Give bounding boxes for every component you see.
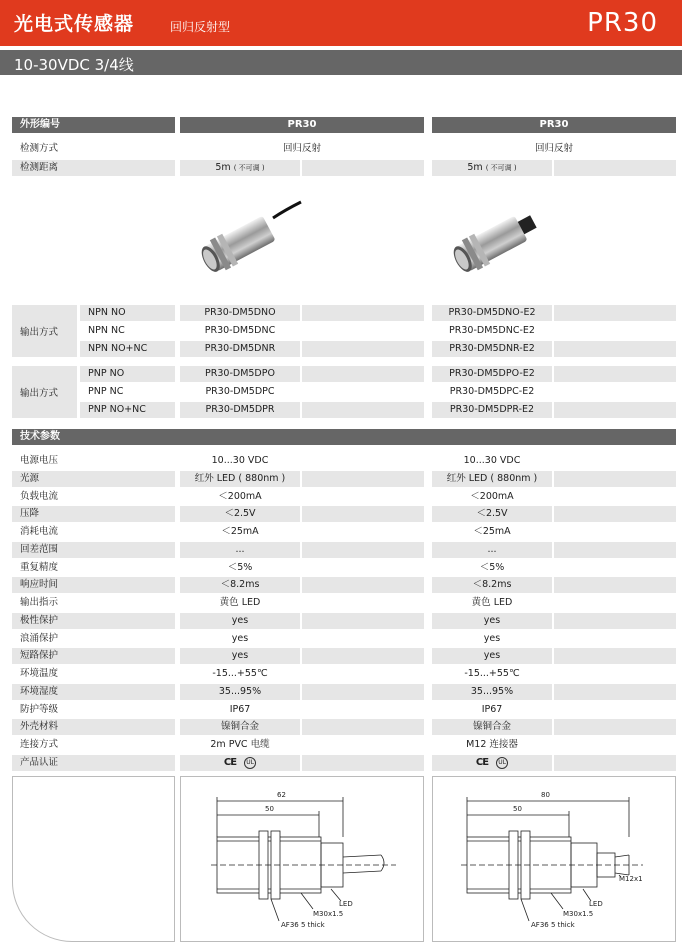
- tech-value-a-6: ＜5%: [227, 561, 253, 573]
- tech-value-a-11: yes: [180, 648, 300, 664]
- tech-value-b-8: 黄色 LED: [471, 597, 513, 608]
- tech-value-a-2: ＜200mA: [218, 490, 262, 502]
- tech-label-3: 压降: [12, 506, 175, 522]
- dim-thread-2: M30x1.5: [563, 910, 594, 918]
- cert-blank-1: [302, 755, 424, 771]
- npn-model-a-0: PR30-DM5DNO: [180, 305, 300, 321]
- tech-blank-b-0: [554, 453, 676, 469]
- tech-blank-a-14: [302, 702, 424, 718]
- tech-value-b-12: -15...+55℃: [464, 668, 520, 679]
- tech-blank-b-7: [554, 577, 676, 593]
- tech-blank-a-3: [302, 506, 424, 522]
- tech-value-b-11: yes: [432, 648, 552, 664]
- cert-2: [432, 755, 552, 771]
- tech-label-16: 连接方式: [20, 739, 59, 750]
- tech-blank-a-5: [302, 542, 424, 558]
- tech-value-b-1: 红外 LED ( 880nm ): [432, 471, 552, 487]
- detect-mode-label: 检测方式: [20, 143, 59, 154]
- tech-value-b-6: ＜5%: [479, 561, 505, 573]
- drawing-panel-1: [180, 776, 424, 942]
- pnp-blank-b-0: [554, 366, 676, 382]
- tech-blank-b-11: [554, 648, 676, 664]
- tech-blank-a-11: [302, 648, 424, 664]
- tech-value-b-15: 镍铜合金: [432, 719, 552, 735]
- tech-label-13: 环境湿度: [12, 684, 175, 700]
- col1-model-header: PR30: [180, 117, 424, 133]
- tech-blank-a-6: [302, 560, 424, 576]
- sensor-connector-image: [437, 190, 557, 290]
- tech-label-15: 外壳材料: [12, 719, 175, 735]
- tech-blank-b-16: [554, 737, 676, 753]
- dim-connector-2: M12x1: [619, 875, 643, 883]
- drawing-panel-2: [432, 776, 676, 942]
- npn-blank-a-1: [302, 323, 424, 339]
- tech-blank-a-16: [302, 737, 424, 753]
- ce-mark-1: CE: [223, 757, 237, 768]
- pnp-model-b-0: PR30-DM5DPO-E2: [432, 366, 552, 382]
- tech-value-a-9: yes: [180, 613, 300, 629]
- tech-value-a-5: ...: [180, 542, 300, 558]
- tech-value-b-9: yes: [432, 613, 552, 629]
- tech-blank-a-8: [302, 595, 424, 611]
- tech-blank-a-15: [302, 719, 424, 735]
- pnp-type-0: PNP NO: [80, 366, 175, 382]
- tech-label-14: 防护等级: [20, 703, 59, 715]
- tech-value-b-14: IP67: [481, 703, 503, 715]
- dim-led-1: LED: [339, 900, 353, 908]
- tech-value-a-16: 2m PVC 电缆: [210, 739, 270, 750]
- pnp-group-label: 输出方式: [12, 366, 77, 418]
- tech-blank-b-14: [554, 702, 676, 718]
- tech-value-a-3: ＜2.5V: [180, 506, 300, 522]
- npn-blank-b-0: [554, 305, 676, 321]
- tech-blank-b-1: [554, 471, 676, 487]
- tech-value-b-7: ＜8.2ms: [432, 577, 552, 593]
- dim-led-2: LED: [589, 900, 603, 908]
- tech-value-b-5: ...: [432, 542, 552, 558]
- dimension-drawing-1: [181, 777, 423, 941]
- voltage-text: 10-30VDC 3/4线: [14, 56, 134, 74]
- model-name: PR30: [587, 8, 658, 38]
- pnp-model-a-0: PR30-DM5DPO: [180, 366, 300, 382]
- tech-blank-a-0: [302, 453, 424, 469]
- distance-value-1: 5m: [215, 162, 231, 173]
- pnp-model-a-2: PR30-DM5DPR: [180, 402, 300, 418]
- pnp-blank-a-0: [302, 366, 424, 382]
- tech-value-a-14: IP67: [229, 703, 251, 715]
- dim-body-2: 50: [513, 805, 522, 813]
- tech-value-a-4: ＜25mA: [221, 526, 259, 537]
- blank-panel: [12, 776, 175, 942]
- pnp-blank-b-2: [554, 402, 676, 418]
- tech-label-6: 重复精度: [20, 561, 59, 573]
- tech-label-12: 环境温度: [20, 668, 59, 679]
- tech-blank-b-9: [554, 613, 676, 629]
- tech-value-b-3: ＜2.5V: [432, 506, 552, 522]
- npn-model-b-0: PR30-DM5DNO-E2: [432, 305, 552, 321]
- npn-model-b-2: PR30-DM5DNR-E2: [432, 341, 552, 357]
- npn-blank-a-0: [302, 305, 424, 321]
- npn-model-a-2: PR30-DM5DNR: [180, 341, 300, 357]
- sensor-cable-image: [185, 190, 305, 290]
- npn-type-2: NPN NO+NC: [80, 341, 175, 357]
- tech-value-b-13: 35...95%: [432, 684, 552, 700]
- tech-value-a-7: ＜8.2ms: [180, 577, 300, 593]
- pnp-type-1: PNP NC: [88, 386, 124, 397]
- tech-label-1: 光源: [12, 471, 175, 487]
- npn-type-0: NPN NO: [80, 305, 175, 321]
- cert-1: [180, 755, 300, 771]
- pnp-model-b-2: PR30-DM5DPR-E2: [432, 402, 552, 418]
- tech-label-4: 消耗电流: [20, 526, 59, 537]
- npn-group-label: 输出方式: [12, 305, 77, 357]
- detect-mode-2: 回归反射: [534, 143, 573, 154]
- tech-label-10: 浪涌保护: [20, 632, 59, 644]
- tech-value-a-13: 35...95%: [180, 684, 300, 700]
- tech-blank-a-13: [302, 684, 424, 700]
- distance-value-2: 5m: [467, 162, 483, 173]
- tech-blank-b-12: [554, 666, 676, 682]
- page-subtitle: 回归反射型: [170, 20, 231, 34]
- ul-mark-1: UL: [244, 757, 256, 769]
- pnp-blank-a-2: [302, 402, 424, 418]
- distance-1: [180, 160, 300, 176]
- tech-blank-a-7: [302, 577, 424, 593]
- voltage-bar: [0, 50, 682, 75]
- tech-value-a-10: yes: [231, 632, 249, 644]
- tech-label-2: 负载电流: [20, 490, 59, 502]
- pnp-blank-a-1: [302, 384, 424, 400]
- tech-label-11: 短路保护: [12, 648, 175, 664]
- distance-2: [432, 160, 552, 176]
- tech-label-7: 响应时间: [12, 577, 175, 593]
- dim-overall-1: 62: [277, 791, 286, 799]
- distance-note-2: ( 不可调 ): [485, 164, 517, 172]
- tech-blank-b-8: [554, 595, 676, 611]
- npn-blank-b-1: [554, 323, 676, 339]
- npn-model-b-1: PR30-DM5DNC-E2: [449, 325, 535, 336]
- ce-mark-2: CE: [475, 757, 489, 768]
- tech-blank-b-10: [554, 631, 676, 647]
- tech-value-b-4: ＜25mA: [473, 526, 511, 537]
- pnp-type-2: PNP NO+NC: [80, 402, 175, 418]
- npn-model-a-1: PR30-DM5DNC: [204, 325, 276, 336]
- tech-label-9: 极性保护: [12, 613, 175, 629]
- tech-value-b-16: M12 连接器: [466, 739, 518, 750]
- distance-note-1: ( 不可调 ): [233, 164, 265, 172]
- tech-blank-a-2: [302, 489, 424, 505]
- shape-label: 外形编号: [12, 117, 175, 133]
- col2-model-header: PR30: [432, 117, 676, 133]
- pnp-model-b-1: PR30-DM5DPC-E2: [449, 386, 535, 397]
- tech-value-a-1: 红外 LED ( 880nm ): [180, 471, 300, 487]
- distance-blank-2: [554, 160, 676, 176]
- tech-value-b-0: 10...30 VDC: [463, 455, 521, 466]
- tech-blank-a-10: [302, 631, 424, 647]
- tech-blank-b-5: [554, 542, 676, 558]
- distance-blank-1: [302, 160, 424, 176]
- npn-blank-a-2: [302, 341, 424, 357]
- npn-type-1: NPN NC: [88, 325, 125, 336]
- tech-blank-b-15: [554, 719, 676, 735]
- tech-blank-a-9: [302, 613, 424, 629]
- ul-mark-2: UL: [496, 757, 508, 769]
- tech-title: 技术参数: [12, 429, 676, 445]
- page-title: 光电式传感器: [14, 13, 135, 35]
- tech-value-a-0: 10...30 VDC: [211, 455, 269, 466]
- pnp-blank-b-1: [554, 384, 676, 400]
- dimension-drawing-2: [433, 777, 675, 941]
- header-banner: [0, 0, 682, 46]
- distance-label: 检测距离: [12, 160, 175, 176]
- tech-blank-a-1: [302, 471, 424, 487]
- tech-blank-a-12: [302, 666, 424, 682]
- tech-blank-b-3: [554, 506, 676, 522]
- tech-label-5: 回差范围: [12, 542, 175, 558]
- cert-label: 产品认证: [12, 755, 175, 771]
- tech-value-b-10: yes: [483, 632, 501, 644]
- pnp-model-a-1: PR30-DM5DPC: [205, 386, 275, 397]
- tech-blank-b-6: [554, 560, 676, 576]
- detect-mode-1: 回归反射: [282, 143, 321, 154]
- tech-label-0: 电源电压: [20, 455, 59, 466]
- dim-overall-2: 80: [541, 791, 550, 799]
- npn-blank-b-2: [554, 341, 676, 357]
- cert-blank-2: [554, 755, 676, 771]
- tech-blank-b-4: [554, 524, 676, 540]
- dim-nut-2: AF36 5 thick: [531, 921, 575, 929]
- tech-blank-b-13: [554, 684, 676, 700]
- dim-body-1: 50: [265, 805, 274, 813]
- tech-value-b-2: ＜200mA: [470, 490, 514, 502]
- tech-blank-a-4: [302, 524, 424, 540]
- tech-blank-b-2: [554, 489, 676, 505]
- tech-value-a-8: 黄色 LED: [219, 597, 261, 608]
- tech-label-8: 输出指示: [20, 597, 59, 608]
- tech-value-a-15: 镍铜合金: [180, 719, 300, 735]
- tech-value-a-12: -15...+55℃: [212, 668, 268, 679]
- dim-nut-1: AF36 5 thick: [281, 921, 325, 929]
- dim-thread-1: M30x1.5: [313, 910, 344, 918]
